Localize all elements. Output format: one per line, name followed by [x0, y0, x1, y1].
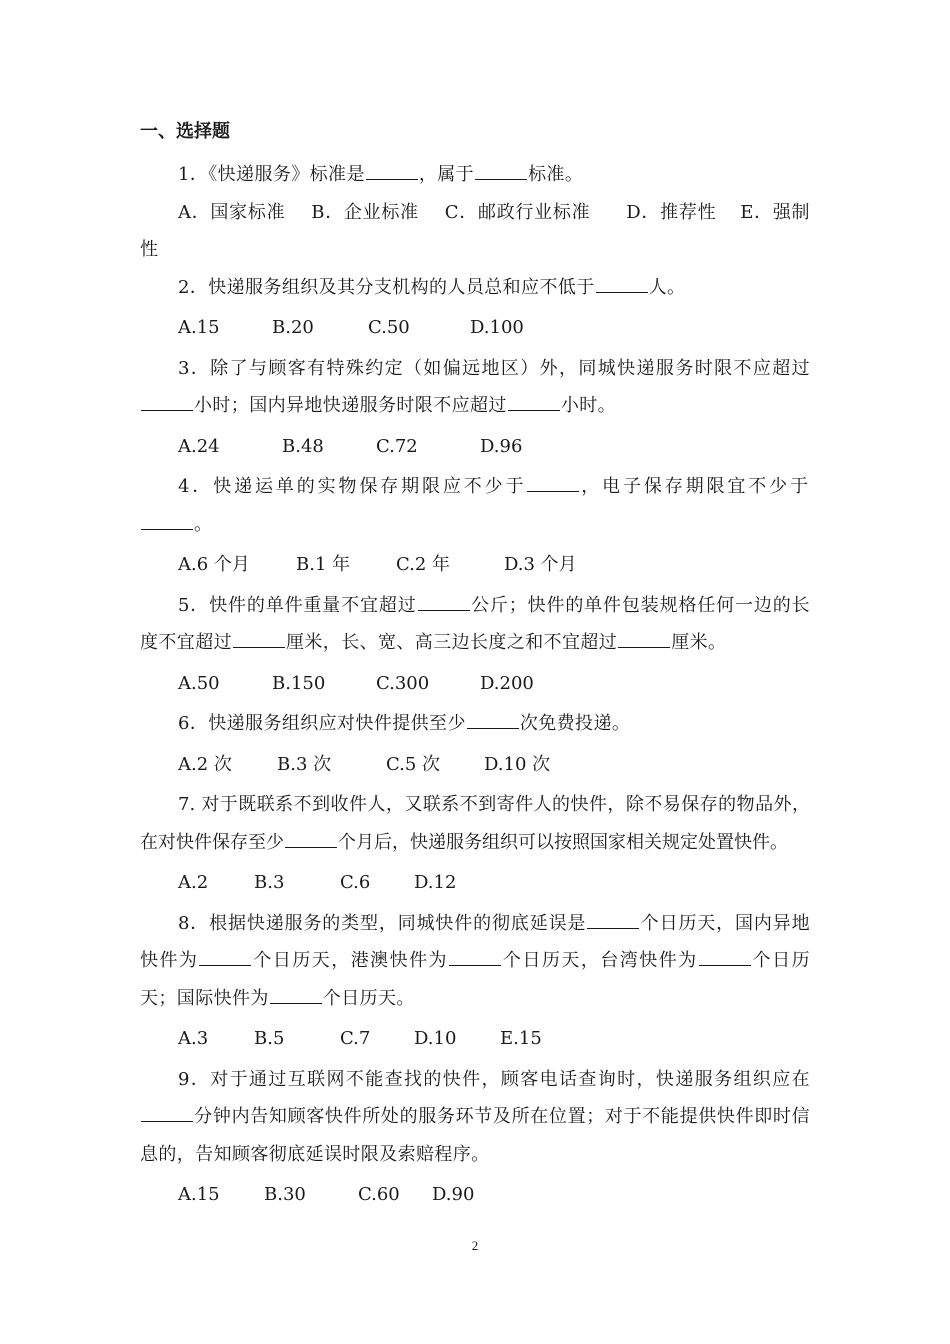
answer-blank	[475, 178, 527, 180]
option: A.15	[178, 317, 220, 338]
answer-blank	[418, 609, 470, 611]
answer-blank	[285, 846, 337, 848]
option: E．强制性	[140, 201, 810, 260]
question-1-options	[140, 194, 810, 269]
option: B.3	[254, 872, 285, 893]
answer-blank	[270, 1002, 322, 1004]
option: A.6 个月	[178, 554, 250, 575]
answer-blank	[141, 409, 193, 411]
option: D.3 个月	[504, 554, 577, 575]
question-8: 8．根据快递服务的类型，同城快件的彻底延误是 个日历天，国内异地快件为 个日历天，港澳快件为 个日历天，台湾快件为 个日历天；国际快件为 个日历天。	[140, 912, 811, 1009]
question-3: 3．除了与顾客有特殊约定（如偏远地区）外，同城快递服务时限不应超过小时；国内异地快递服务时限不应超过 小时。	[140, 350, 810, 425]
answer-blank	[596, 291, 648, 293]
question-6-options	[140, 746, 810, 784]
option: D.10	[414, 1028, 457, 1049]
option: B.1 年	[296, 554, 351, 575]
option: C.7	[340, 1028, 371, 1049]
option: C.6	[340, 872, 371, 893]
option: A.2 次	[178, 753, 232, 775]
question-7: 7. 对于既联系不到收件人，又联系不到寄件人的快件，除不易保存的物品外，在对快件保存至少 个月后，快递服务组织可以按照国家相关规定处置快件。	[140, 794, 810, 853]
answer-blank	[527, 490, 579, 492]
question-1: 1．《快递服务》标准是 ，属于 标准。	[178, 164, 584, 185]
question-6: 6．快递服务组织应对快件提供至少 次免费投递。	[178, 713, 631, 734]
question-5: 5．快件的单件重量不宜超过 公斤；快件的单件包装规格任何一边的长度不宜超过 厘米，长、宽、高三边长度之和不宜超过 厘米。	[140, 594, 811, 653]
section-title: 一、选择题	[140, 121, 230, 142]
question-5-options	[140, 665, 810, 703]
answer-blank	[449, 964, 501, 966]
answer-blank	[467, 727, 519, 729]
option: D.100	[470, 317, 524, 338]
option: C.2 年	[396, 554, 451, 575]
option: A.24	[178, 435, 220, 457]
question-9-options	[140, 1176, 810, 1214]
option: C.50	[368, 317, 410, 338]
option: B.48	[282, 435, 324, 457]
document-page	[140, 118, 810, 1217]
option: B.20	[272, 317, 314, 338]
option: A.2	[178, 872, 209, 893]
option: B.30	[264, 1184, 306, 1205]
option: B.5	[254, 1028, 285, 1049]
answer-blank	[508, 409, 560, 411]
answer-blank	[699, 964, 751, 966]
question-4: 4．快递运单的实物保存期限应不少于 ，电子保存期限宜不少于。	[140, 468, 810, 543]
option: A.15	[178, 1184, 220, 1205]
option: D.200	[480, 672, 534, 694]
answer-blank	[618, 646, 670, 648]
option: A.3	[178, 1028, 209, 1049]
question-2: 2．快递服务组织及其分支机构的人员总和应不低于 人。	[178, 276, 686, 298]
page-number: 2	[471, 1238, 479, 1253]
question-4-options	[140, 546, 810, 584]
option: B.3 次	[277, 753, 332, 775]
answer-blank	[366, 178, 418, 180]
option: B．企业标准	[311, 201, 419, 223]
option: C.5 次	[386, 753, 441, 775]
option: D．推荐性	[626, 201, 717, 223]
question-7-options	[140, 864, 810, 902]
option: C．邮政行业标准	[444, 201, 591, 223]
option: C.72	[376, 435, 418, 457]
option: D.96	[480, 435, 523, 457]
answer-blank	[141, 528, 193, 530]
option: D.10 次	[484, 753, 551, 775]
option: A.50	[178, 672, 220, 694]
option: C.300	[376, 672, 430, 694]
answer-blank	[199, 964, 251, 966]
option: C.60	[358, 1184, 400, 1205]
answer-blank	[141, 1120, 193, 1122]
question-8-options	[140, 1020, 810, 1058]
option: B.150	[272, 672, 326, 694]
question-3-options	[140, 428, 810, 466]
answer-blank	[587, 927, 639, 929]
question-2-options	[140, 309, 810, 347]
answer-blank	[233, 646, 285, 648]
question-9: 9．对于通过互联网不能查找的快件，顾客电话查询时，快递服务组织应在分钟内告知顾客快件所处的服务环节及所在位置；对于不能提供快件即时信息的，告知顾客彻底延误时限及索赔程序。	[140, 1068, 810, 1165]
option: D.90	[432, 1184, 475, 1205]
option: A．国家标准	[178, 201, 286, 223]
option: D.12	[414, 872, 457, 893]
option: E.15	[500, 1028, 542, 1049]
